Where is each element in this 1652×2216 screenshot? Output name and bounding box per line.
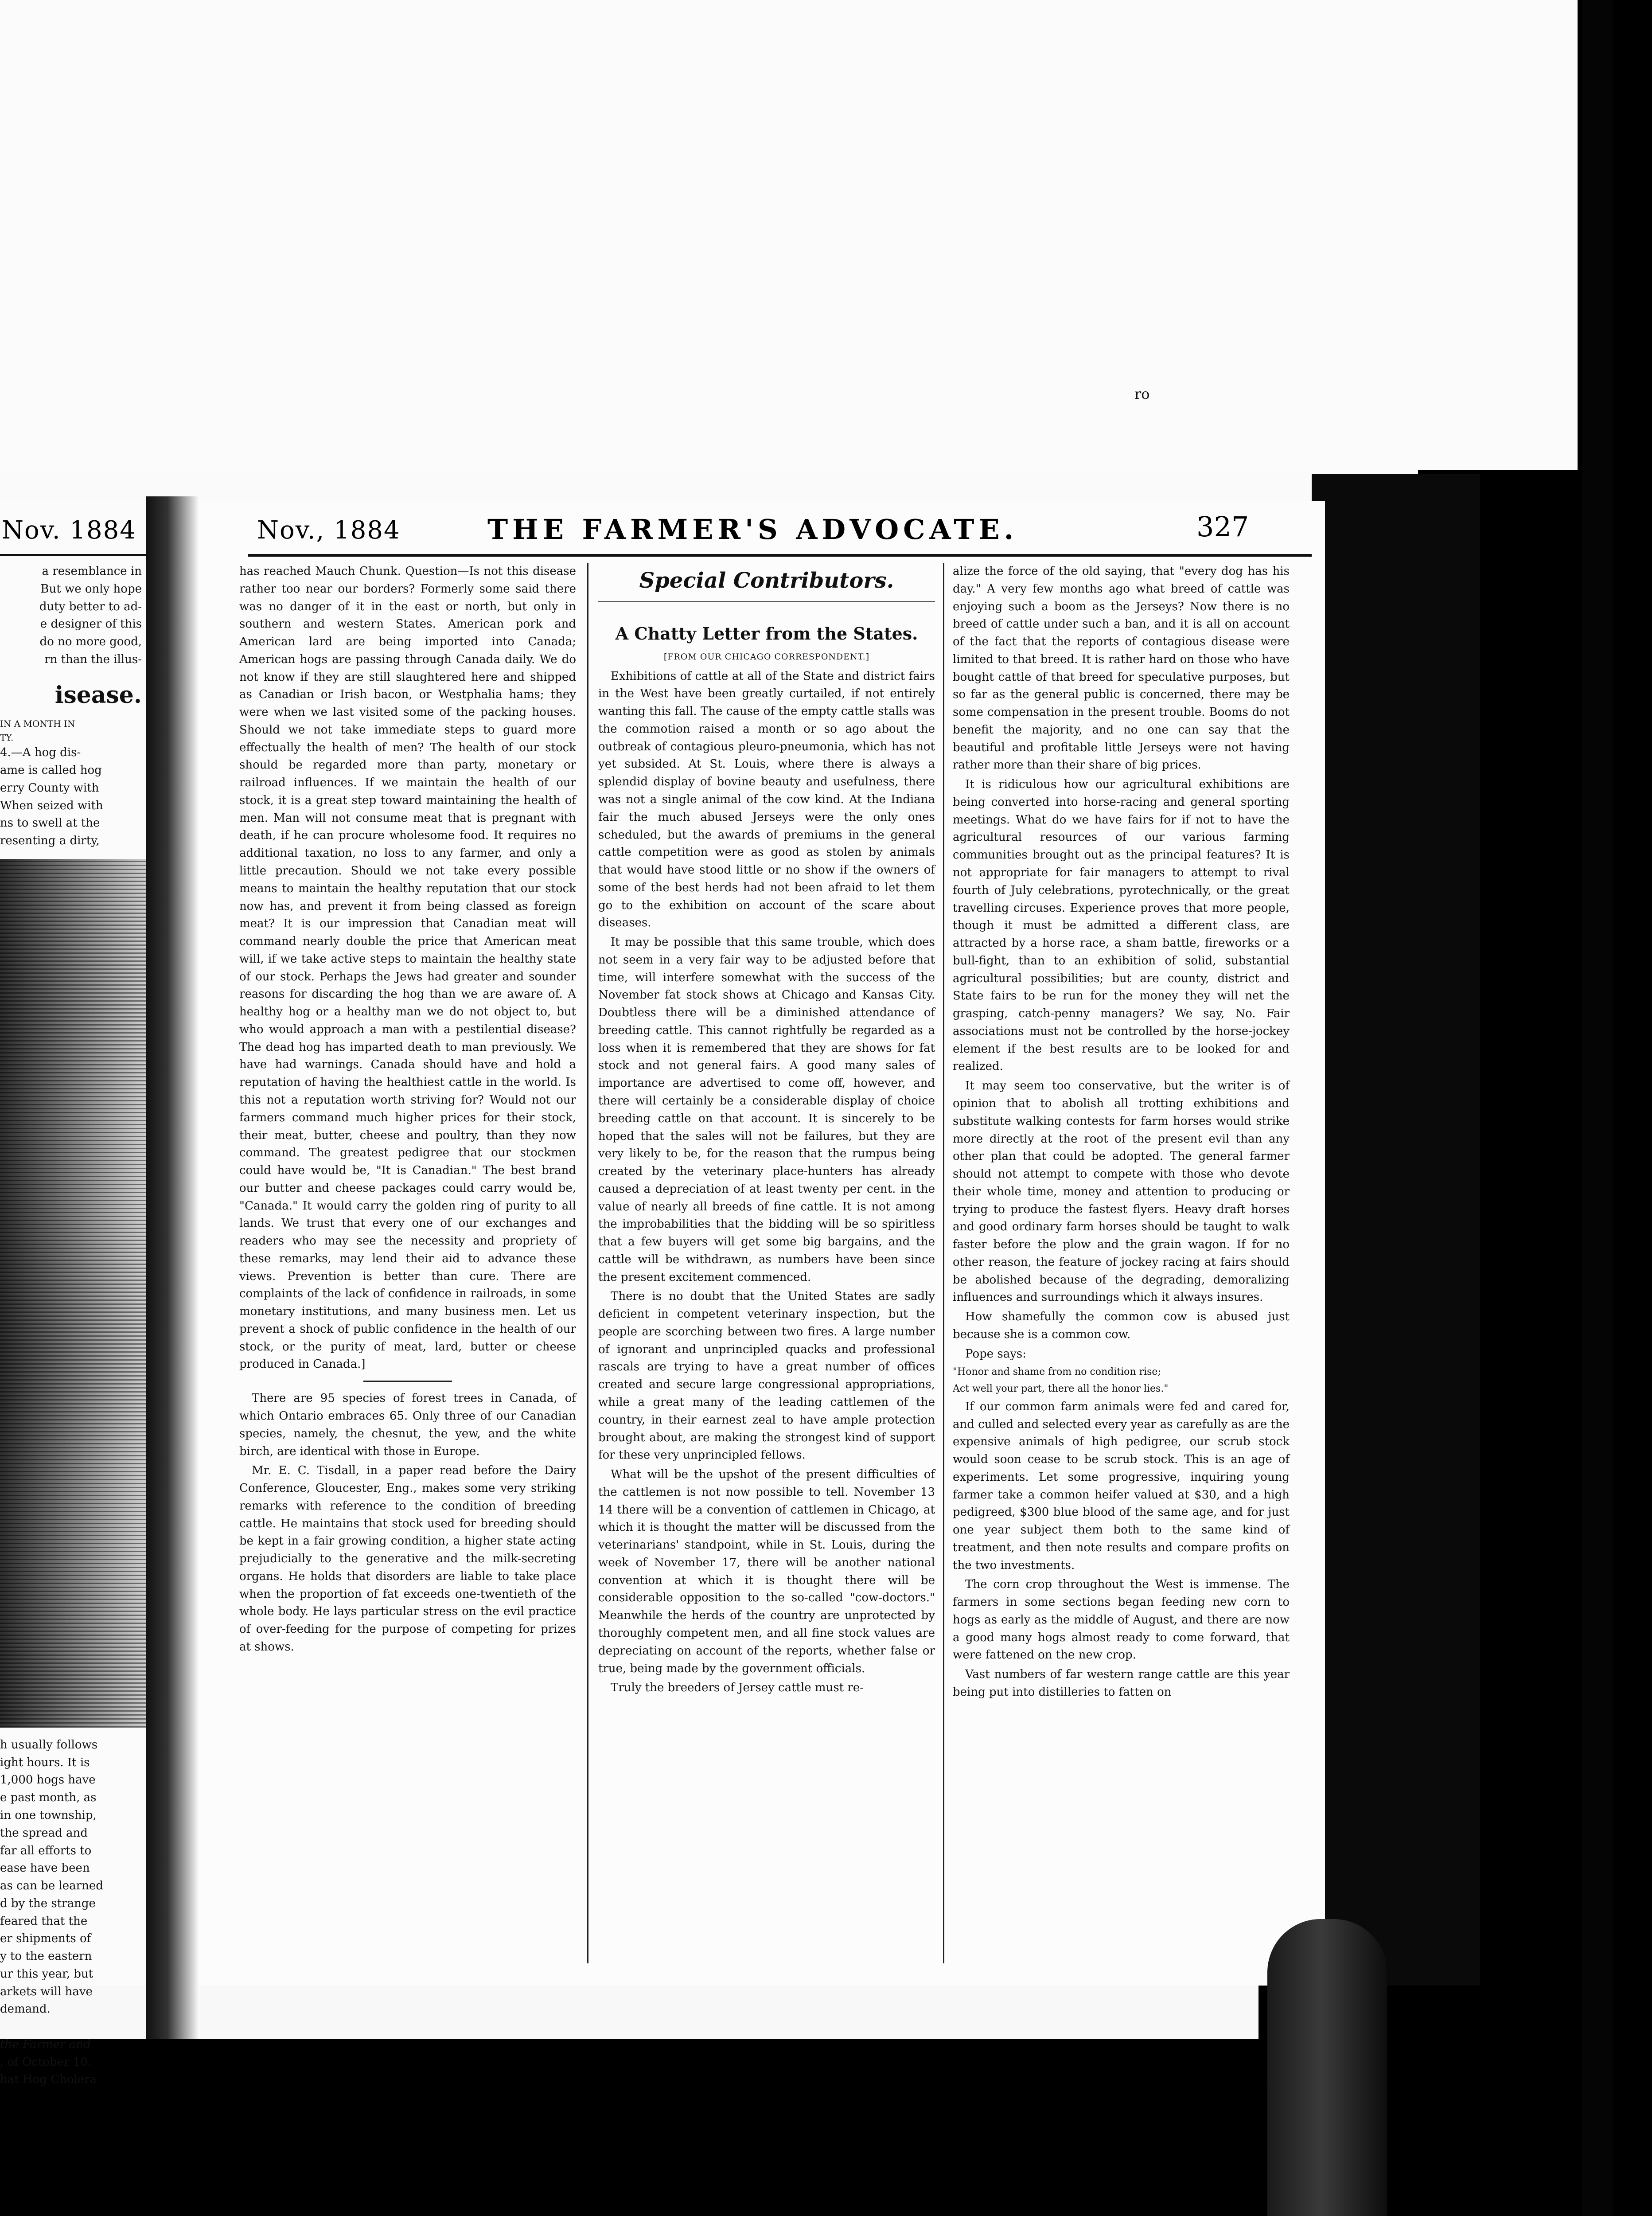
previous-page-date: Nov. 1884 (2, 516, 136, 545)
newspaper-page (199, 501, 1325, 1986)
prev-line: a resemblance in (42, 565, 142, 578)
prev-line: the spread and (0, 1826, 88, 1840)
issue-date: Nov., 1884 (257, 516, 401, 545)
paragraph: How shamefully the common cow is abused just because she is a common cow. (953, 1310, 1290, 1341)
previous-page-fragment (0, 501, 146, 2087)
page-header (199, 501, 1325, 546)
paragraph: If our common farm animals were fed and cared for, and culled and selected every year as carefully as are the expensive animals of high pedigree, our scrub stock would soon cease to be scrub stock. This is an age of experiments. Let some progressive, inquiring young farmer take a common heifer valued at $30, and a high pedigreed, $300 blue blood of the same age, and for just one year subject them both to the same kind of treatment, and then note results and compare profits on the two investments. (953, 1400, 1290, 1572)
quote-line: "Honor and shame from no condition rise; (953, 1366, 1161, 1378)
masthead-title: THE FARMER'S ADVOCATE. (487, 513, 1018, 546)
prev-line: ease have been (0, 1861, 90, 1875)
scan-edge-strip (1582, 0, 1613, 2216)
prev-line: ame is called hog (0, 764, 102, 777)
prev-line: as can be learned (0, 1879, 103, 1893)
prev-subhead-line: TY. (0, 732, 14, 743)
column-2 (598, 563, 935, 1963)
paragraph: Mr. E. C. Tisdall, in a paper read before the Dairy Conference, Gloucester, Eng., makes some very striking remarks with reference to the condition of breeding cattle. He maintains that stock used for breeding should be kept in a fair growing condition, a higher state acting prejudicially to the generative and the milk-secreting organs. He holds that disorders are liable to take place when the proportion of fat exceeds one-twentieth of the whole body. He lays particular stress on the evil practice of over-feeding for the purpose of competing for prizes at shows. (239, 1464, 576, 1654)
paragraph: It may seem too conservative, but the writer is of opinion that to abolish all trotting exhibitions and substitute walking contests for farm horses would strike more directly at the root of the present evil than any other plan that could be adopted. The general farmer should not attempt to compete with those who devote their whole time, money and attention to producing or trying to produce the fastest flyers. Heavy draft horses and good ordinary farm horses should be taught to walk faster before the plow and the grain wagon. If for no other reason, the feature of jockey racing at fairs should be abolished because of the degrading, demoralizing influences and surroundings which it always insures. (953, 1079, 1290, 1304)
paragraph: The corn crop throughout the West is immense. The farmers in some sections began feeding new corn to hogs as early as the middle of August, and there are now a good many hogs almost ready to come forward, that were fattened on the new crop. (953, 1578, 1290, 1662)
prev-line: 1,000 hogs have (0, 1773, 96, 1787)
prev-line (0, 2018, 142, 2036)
article-subtitle: [FROM OUR CHICAGO CORRESPONDENT.] (663, 652, 870, 662)
prev-line: rn than the illus- (44, 652, 142, 666)
department-heading: Special Contributors. (598, 563, 935, 603)
page-number: 327 (1196, 511, 1249, 543)
prev-line: y to the eastern (0, 1950, 92, 1963)
paragraph: What will be the upshot of the present difficulties of the cattlemen is not now possible to tell. November 13 14 there will be a convention of cattlemen in Chicago, at which it is thought the matter will be discussed from the veterinarians' standpoint, while in St. Louis, during the week of November 17, there will be another national convention at which it is thought there will be considerable opposition to the so-called "cow-doctors." Meanwhile the herds of the country are unprotected by thoroughly competent men, and all fine stock values are depreciating on account of the reports, whether false or true, being made by the government officials. (598, 1468, 935, 1675)
paragraph: It may be possible that this same trouble, which does not seem in a very fair way to be adjusted before that time, will interfere somewhat with the success of the November fat stock shows at Chicago and Kansas City. Doubtless there will be a diminished attendance of breeding cattle. This cannot rightfully be regarded as a loss when it is remembered that they are shows for fat stock and not general fairs. A good many sales of importance are advertised to come off, however, and there will certainly be a considerable display of choice breeding cattle on that account. It is sincerely to be hoped that the sales will not be failures, but they are very likely to be, for the reason that the rumpus being created by the veterinary place-hunters has already caused a depreciation of at least twenty per cent. in the value of nearly all breeds of fine cattle. It is not among the improbabilities that the bidding will be so spiritless that a few buyers will get some big bargains, and the cattle will be withdrawn, as numbers have been since the present excitement commenced. (598, 936, 935, 1284)
paragraph: alize the force of the old saying, that "every dog has his day." A very few months ago what breed of cattle was enjoying such a boom as the Jerseys? Now there is no breed of cattle under such a ban, and it is all on account of the fact that the reports of contagious disease were limited to that breed. It is rather hard on those who have bought cattle of that breed for speculative purposes, but so far as the general public is concerned, there may be some compensation in the present trouble. Booms do not benefit the majority, and no one can say that the beautiful and profitable little Jerseys were not having rather more than their share of big prices. (953, 565, 1290, 772)
previous-page-text (0, 563, 142, 2089)
paragraph: Pope says: (965, 1347, 1027, 1361)
prev-line: ur this year, but (0, 1967, 94, 1981)
paragraph: has reached Mauch Chunk. Question—Is not this disease rather too near our borders? Formerly some said there was no danger of it in the east or north, but only in southern and western States. American pork and American lard are being imported into Canada; American hogs are passing through Canada daily. We do not know if they are still slaughtered here and shipped as Canadian or Irish bacon, or Westphalia hams; they were when we last visited some of the packing houses. Should we not take immediate steps to guard more effectually the health of men? The health of our stock should be regarded more than party, monetary or railroad influences. If we maintain the health of our stock, it is a great step toward maintaining the health of men. Man will not consume meat that is pregnant with death, if he can procure wholesome food. It requires no additional taxation, no loss to any farmer, and only a little precaution. Should we not take every possible means to maintain the healthy reputation that our stock now has, and prevent it from being classed as foreign meat? It is our impression that Canadian meat will command nearly double the price that American meat will, if we take active steps to maintain the healthy state of our stock. Perhaps the Jews had greater and sounder reasons for discarding the hog than we are aware of. A healthy hog or a healthy man we do not object to, but who would approach a man with a pestilential disease? The dead hog has imparted death to man previously. We have had warnings. Canada should have and hold a reputation of having the healthiest cattle in the world. Is this not a reputation worth striving for? Would not our farmers command much higher prices for their stock, their meat, butter, cheese and poultry, than they now command. The greatest pedigree that our stockmen could have would be, "It is Canadian." The best brand our butter and cheese packages could carry would be, "Canada." It would carry the golden ring of purity to all lands. We trust that every one of our exchanges and readers who may see the necessity and propriety of these remarks, may lend their aid to advance these views. Prevention is better than cure. There are complaints of the lack of confidence in railroads, in some monetary institutions, and many business men. Let us prevent a shock of public confidence in the health of our stock, or the purity of meat, lard, butter or cheese produced in Canada.] (239, 565, 576, 1371)
separator-rule (363, 1381, 452, 1382)
prev-line: d by the strange (0, 1896, 96, 1910)
paragraph: Truly the breeders of Jersey cattle must re- (611, 1681, 864, 1695)
prev-line: resenting a dirty, (0, 834, 100, 848)
prev-line: far all efforts to (0, 1844, 92, 1857)
column-rule (587, 563, 588, 1963)
prev-line: h usually follows (0, 1738, 98, 1752)
prev-line: er shipments of (0, 1932, 91, 1946)
prev-line: ight hours. It is (0, 1756, 90, 1769)
article-title: A Chatty Letter from the States. (615, 624, 918, 644)
prev-line: in one township, (0, 1808, 97, 1822)
prev-line: duty better to ad- (39, 600, 142, 613)
background-scan-top (0, 0, 1578, 470)
prev-line: do no more good, (39, 635, 142, 649)
previous-page-section-head: isease. (55, 681, 142, 709)
thumb-holding-page (1267, 1919, 1387, 2216)
prev-line: But we only hope (40, 582, 142, 596)
previous-page-header-rule (0, 554, 146, 556)
prev-line: the Farmer and (0, 2037, 91, 2051)
paragraph: There are 95 species of forest trees in Canada, of which Ontario embraces 65. Only three of our Canadian species, namely, the chesnut, the yew, and the white birch, are identical with those in Europe. (239, 1392, 576, 1458)
prev-line: e past month, as (0, 1791, 97, 1805)
prev-line: e designer of this (40, 617, 142, 631)
column-1 (239, 563, 576, 1963)
paragraph: There is no doubt that the United States are sadly deficient in competent veterinary inspection, but the people are scorching between two fires. A large number of ignorant and unprincipled quacks and professional rascals are trying to have a great number of offices created and secure large congressional appropriations, while a great many of the leading cattlemen of the country, in their earnest zeal to have ample protection brought about, are making the strongest kind of support for these very unprincipled fellows. (598, 1290, 935, 1462)
prev-line: arkets will have (0, 1985, 93, 1998)
margin-mark: ro (1134, 386, 1150, 402)
column-rule (943, 563, 944, 1963)
paragraph: Exhibitions of cattle at all of the State and district fairs in the West have been greatly curtailed, if not entirely wanting this fall. The cause of the empty cattle stalls was the commotion raised a month or so ago about the outbreak of contagious pleuro-pneumonia, which has not yet subsided. At St. Louis, where there is always a splendid display of bovine beauty and usefulness, there was not a single animal of the cow kind. At the Indiana fair the much abused Jerseys were the only ones scheduled, but the awards of premiums in the general cattle competition were as good as stolen by animals that would have stood little or no show if the owners of some of the best herds had not been afraid to let them go to the exhibition on account of the scare about diseases. (598, 669, 935, 930)
prev-line: ns to swell at the (0, 816, 100, 830)
header-rule (248, 554, 1312, 557)
prev-line: 4.—A hog dis- (0, 746, 81, 760)
paragraph: It is ridiculous how our agricultural exhibitions are being converted into horse-racing and general sporting meetings. What do we have fairs for if not to have the agricultural resources of our various farming communities brought out as the principal features? It is not appropriate for fair managers to attempt to rival fourth of July celebrations, pyrotechnically, or the great travelling circuses. Experience proves that more people, though it must be admitted a different class, are attracted by a horse race, a sham battle, fireworks or a bull-fight, than to an exhibition of solid, substantial agricultural possibilities; but are county, district and State fairs to be run for the money they will net the grasping, catch-penny managers? We say, No. Fair associations must not be controlled by the horse-jockey element if the best results are to be looked for and realized. (953, 778, 1290, 1073)
prev-line: demand. (0, 2002, 51, 2016)
paragraph: Vast numbers of far western range cattle are this year being put into distilleries to fatten on (953, 1668, 1290, 1699)
quote-line: Act well your part, there all the honor lies." (953, 1383, 1169, 1395)
engraving-illustration (0, 859, 146, 1728)
book-cover-board (1312, 474, 1480, 1986)
prev-line: , of October 10. (0, 2055, 92, 2069)
book-spine-shadow (146, 496, 199, 2039)
column-3 (953, 563, 1290, 1963)
prev-line: hat Hog Cholera (0, 2073, 97, 2087)
prev-line: erry County with (0, 781, 99, 795)
prev-line: feared that the (0, 1914, 88, 1928)
prev-line: When seized with (0, 799, 103, 812)
prev-subhead-line: IN A MONTH IN (0, 718, 75, 730)
